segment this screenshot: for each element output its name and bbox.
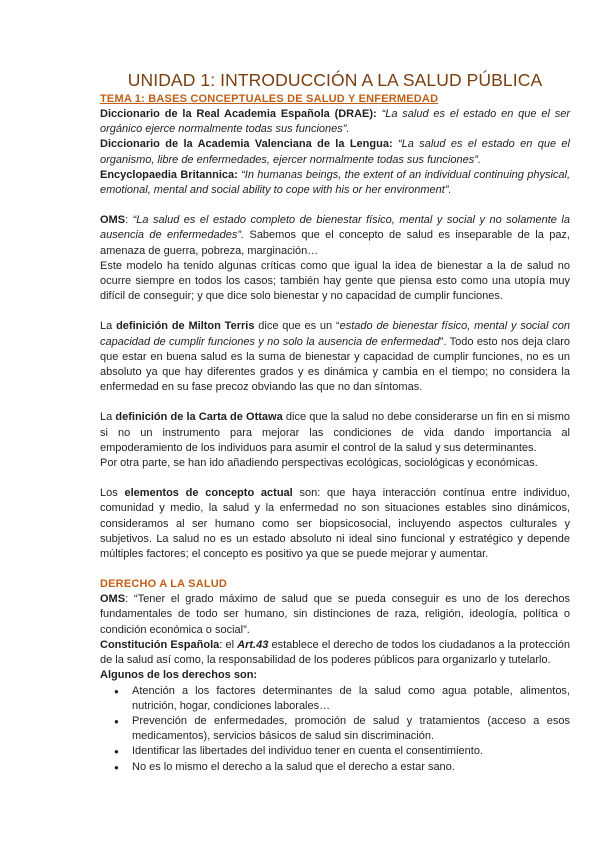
oms-text: Sabemos que el concepto de salud es inseparable de la paz, amenaza de guerra, pobreza, marginación… — [100, 229, 570, 257]
text-run: establece el derecho de todos los ciudadanos a la protección de la salud así como, la responsabilidad de los poderes públicos para organizarlo y tutelarlo. — [100, 638, 570, 667]
colon: : — [125, 214, 133, 227]
ottawa-label: definición de la Carta de Ottawa — [115, 411, 283, 424]
terris-quote: estado de bienestar físico, mental y social con capacidad de cumplir funciones y no solo la ausencia de enfermedad — [100, 320, 570, 348]
paragraph-terris — [100, 319, 570, 395]
list-item: ● Identificar las libertades del individuo tener en cuenta el consentimiento. — [132, 744, 570, 759]
text-run: dice que es un “ — [254, 320, 340, 333]
text-run: ”. Todo esto nos deja claro que estar en buena salud es la suma de bienestar y capacidad de cumplir funciones, no es un absoluto ya que hay diferentes grados y es dinámica y cambia en el tiempo; no considera la enfermedad en su fase precoz obviando las que no dan síntomas. — [100, 335, 570, 394]
definition-label: Diccionario de la Real Academia Española (DRAE): — [100, 108, 377, 120]
list-item: ● Atención a los factores determinantes de la salud como agua potable, alimentos, nutrición, hogar, condiciones laborales… — [132, 684, 570, 714]
constitution-label: Constitución Española — [100, 638, 220, 651]
document-title: UNIDAD 1: INTRODUCCIÓN A LA SALUD PÚBLICA — [127, 70, 543, 90]
rights-list — [100, 684, 570, 775]
section-heading-bases: TEMA 1: BASES CONCEPTUALES DE SALUD Y ENFERMEDAD — [100, 93, 439, 105]
list-item: ● Prevención de enfermedades, promoción de salud y tratamientos (acceso a esos medicamentos), servicios básicos de salud sin discriminación. — [132, 714, 570, 744]
oms-label: OMS — [100, 593, 126, 606]
definition-label: Diccionario de la Academia Valenciana de la Lengua: — [100, 138, 393, 151]
paragraph-oms-definition — [100, 213, 570, 259]
text-run: son: que haya interacción contínua entre individuo, comunidad y medio, la salud y la enfermedad no son situaciones estables sino dinámicos, consideramos al ser humano como ser biopsicosocial, incluyendo aspectos culturales y subjetivos. La salud no es un estado absoluto ni ideal sino funcional y estratégico y depende múltiples factores; el concepto es positivo ya que se puede mejorar y aumentar. — [100, 487, 570, 561]
paragraph-model-criticism: Este modelo ha tenido algunas críticas como que igual la idea de bienestar a la de salud no ocurre siempre en todos los casos; también hay gente que piensa esto como una utopía muy difícil de conseguir; y que dice solo bienestar y no capacidad de cumplir funciones. — [100, 259, 570, 303]
definition-avl — [100, 137, 570, 167]
definition-britannica — [100, 168, 570, 198]
definition-label: Encyclopaedia Britannica: — [100, 168, 238, 181]
text-run: La — [100, 411, 116, 424]
definition-quote: “La salud es el estado en que el ser orgánico ejerce normalmente todas sus funciones”. — [100, 108, 570, 136]
oms-label: OMS — [100, 214, 126, 227]
definition-rae — [100, 107, 570, 137]
text-run: : “Tener el grado máximo de salud que se pueda conseguir es uno de los derechos fundamentales de todo ser humano, sin distinciones de raza, religión, ideología, política o condición económica o social”. — [100, 593, 570, 636]
text-run: : el — [219, 638, 238, 651]
definition-quote: “In humanas beings, the extent of an individual continuing physical, emotional, mental and social ability to cope with his or her environment”. — [100, 168, 571, 197]
list-item: ● No es lo mismo el derecho a la salud que el derecho a estar sano. — [132, 760, 570, 775]
paragraph-perspectives: Por otra parte, se han ido añadiendo perspectivas ecológicas, sociológicas y económicas. — [100, 457, 538, 470]
rights-label — [100, 668, 570, 683]
paragraph-elements — [100, 486, 570, 562]
oms-quote: “La salud es el estado completo de bienestar físico, mental y social y no solamente la ausencia de enfermedades”. — [100, 214, 570, 242]
paragraph-oms-rights — [100, 592, 570, 638]
text-run: dice que la salud no debe considerarse un fin en si mismo si no un instrumento para mejorar las condiciones de vida dando importancia al empoderamiento de los individuos para asumir el control de la salud y sus determinantes. — [100, 411, 571, 454]
text-run: Los — [100, 487, 125, 500]
text-run: La — [100, 320, 117, 333]
paragraph-constitution — [100, 638, 570, 668]
paragraph-ottawa — [100, 410, 570, 456]
section-heading-derecho: DERECHO A LA SALUD — [100, 578, 228, 591]
terris-label: definición de Milton Terris — [116, 320, 255, 333]
definition-quote: “La salud es el estado en que el organismo, libre de enfermedades, ejercer normalmente todas sus funciones”. — [100, 138, 570, 166]
elements-label: elementos de concepto actual — [124, 487, 293, 500]
article-ref: Art.43 — [237, 638, 269, 651]
rights-label-text: Algunos de los derechos son: — [100, 669, 258, 682]
